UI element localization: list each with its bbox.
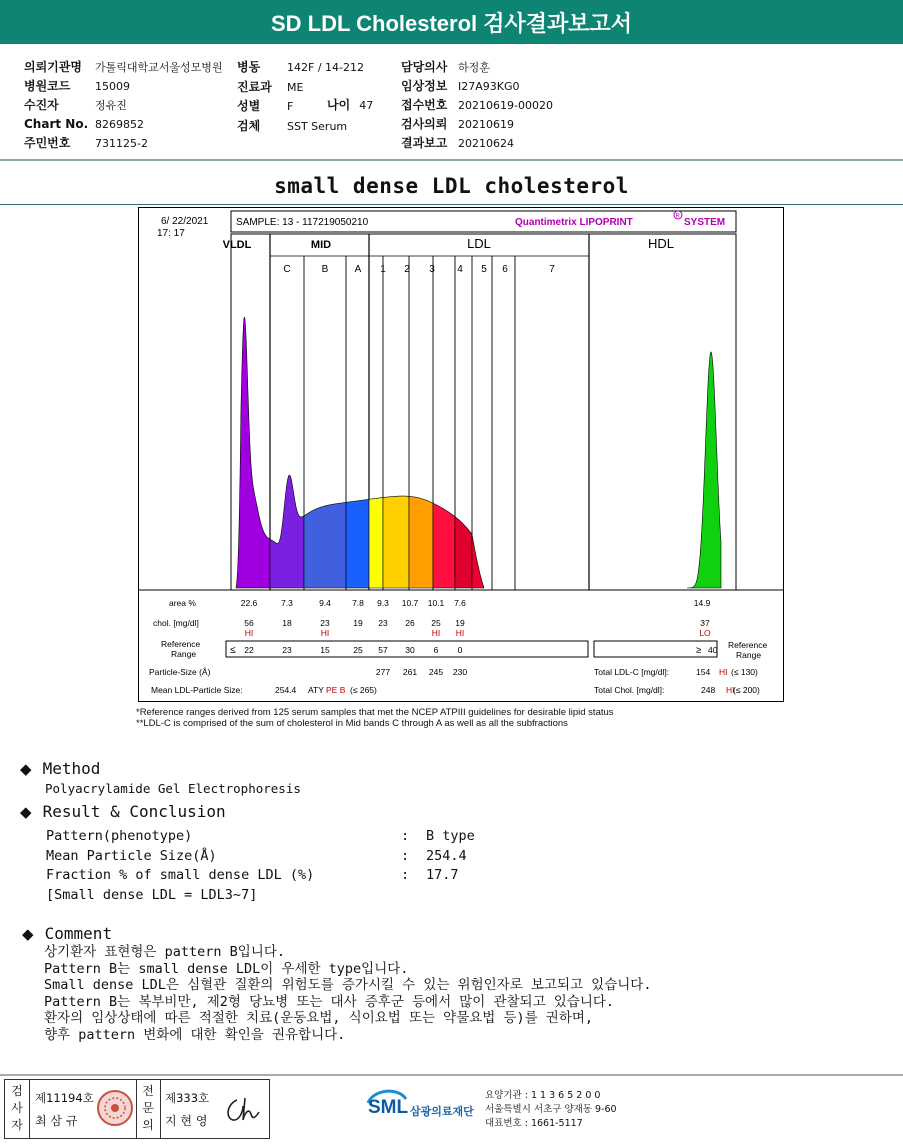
result-sep: : — [401, 847, 410, 864]
header-field-label: 수진자 — [24, 98, 59, 112]
result-value: 254.4 — [426, 847, 467, 864]
header-field-value: 731125-2 — [95, 137, 148, 150]
header-field-value: SST Serum — [287, 119, 348, 133]
header-field-value: 정유진 — [95, 99, 127, 112]
chart-date: 6/ 22/2021 — [161, 216, 209, 227]
mean-type-b: PE B — [326, 685, 346, 695]
area-cell: 10.7 — [401, 598, 419, 608]
header-field-value: 20210619-00020 — [458, 99, 553, 112]
peak-segment — [433, 503, 455, 588]
ref-cell: 57 — [378, 645, 388, 655]
brand-name: Quantimetrix LIPOPRINT — [515, 217, 633, 228]
subband-label: 3 — [429, 264, 435, 275]
area-cell: 22.6 — [240, 598, 258, 608]
lab-info-code: 요양기관 : 1 1 3 6 5 2 0 0 — [485, 1090, 601, 1101]
method-heading: Method — [42, 759, 101, 778]
total-ldl-label: Total LDL-C [mg/dl]: — [594, 667, 670, 677]
sample-id: SAMPLE: 13 - 117219050210 — [236, 217, 369, 228]
header-field-row — [24, 94, 127, 113]
header-field-row — [237, 115, 347, 134]
ref-le-symbol: ≤ — [230, 645, 236, 656]
comment-heading: Comment — [44, 924, 113, 943]
mean-ref: (≤ 265) — [350, 685, 377, 695]
header-field-row — [401, 113, 514, 132]
flag-cell: HI — [244, 628, 254, 638]
band-group-hdl: HDL — [647, 236, 675, 251]
area-cell: 10.1 — [427, 598, 445, 608]
result-sep: : — [401, 867, 410, 883]
area-cell: 9.4 — [319, 598, 331, 608]
row-label-ref2: Range — [171, 649, 197, 659]
row-label-chol: chol. [mg/dl] — [153, 618, 199, 628]
ref-cell: 23 — [282, 645, 292, 655]
signature-icon — [223, 1094, 263, 1126]
diamond-bullet-icon: ◆ — [22, 925, 34, 943]
inspector-name: 최 삼 규 — [35, 1114, 78, 1128]
header-field-row — [237, 76, 303, 95]
header-field-label: 주민번호 — [24, 136, 71, 150]
header-field-label: 의뢰기관명 — [24, 60, 82, 74]
particle-size-cell: 277 — [375, 667, 391, 677]
header-field-label: 임상정보 — [401, 79, 448, 93]
header-field-value: F — [287, 100, 294, 113]
chol-cell: 19 — [353, 618, 363, 628]
chol-cell: 56 — [244, 618, 254, 628]
area-cell: 9.3 — [377, 598, 389, 608]
area-cell: 7.8 — [352, 598, 364, 608]
header-field-label: 담당의사 — [401, 60, 448, 74]
header-field-row — [237, 56, 364, 75]
header-field-row — [24, 113, 144, 132]
result-label: Mean Particle Size(Å) — [46, 847, 217, 864]
result-heading-row — [20, 802, 226, 821]
method-heading-row — [20, 759, 100, 778]
band-group-vldl: VLDL — [222, 239, 252, 251]
header-field-row — [401, 56, 490, 75]
chol-cell: 19 — [455, 618, 465, 628]
flag-cell: HI — [320, 628, 330, 638]
header-field-value: 20210619 — [458, 118, 514, 131]
total-ldl-value: 154 — [696, 667, 711, 677]
subband-label: 5 — [481, 264, 487, 275]
header-field-row — [24, 75, 130, 94]
area-cell: 7.3 — [281, 598, 293, 608]
ref-cell: 22 — [244, 645, 254, 655]
subband-label: 6 — [502, 264, 508, 275]
brand-suffix: SYSTEM — [684, 217, 726, 228]
header-field-label: 접수번호 — [401, 98, 448, 112]
lab-info-address: 서울특별시 서초구 양재동 9-60 — [485, 1104, 617, 1115]
comment-line: 환자의 임상상태에 따른 적절한 치료(운동요법, 식이요법 또는 약물요법 등)를 권하며, — [44, 1010, 594, 1027]
header-field-row — [401, 132, 514, 151]
subband-label: 4 — [457, 264, 463, 275]
peak-segment — [304, 502, 346, 588]
comment-line: 향후 pattern 변화에 대한 확인을 권유합니다. — [44, 1027, 346, 1043]
total-chol-ref: (≤ 200) — [733, 685, 760, 695]
header-field-label: 검체 — [237, 118, 261, 133]
particle-size-cell: 261 — [402, 667, 418, 677]
chol-cell: 25 — [431, 618, 441, 628]
header-field-value: 15009 — [95, 80, 130, 93]
inspector-label: 검사자 — [11, 1084, 23, 1132]
header-field-row — [237, 95, 293, 114]
row-label-particle-size: Particle-Size (Å) — [149, 667, 211, 677]
header-field-label: 결과보고 — [401, 136, 448, 150]
result-sep: : — [401, 828, 410, 844]
footnote-2: **LDL-C is comprised of the sum of cholesterol in Mid bands C through A as well as all the subfractions — [136, 718, 568, 729]
band-group-ldl: LDL — [467, 236, 491, 251]
hdl-area: 14.9 — [693, 598, 711, 608]
sml-org-name: 삼광의료재단 — [410, 1105, 474, 1118]
result-label: Fraction % of small dense LDL (%) — [46, 867, 315, 883]
total-chol-label: Total Chol. [mg/dl]: — [594, 685, 665, 695]
particle-size-cell: 230 — [452, 667, 468, 677]
footer-divider — [0, 1074, 903, 1076]
peak-segment — [409, 496, 433, 588]
mean-type-a: ATY — [308, 685, 324, 695]
lab-info — [485, 1089, 617, 1131]
header-field-row — [24, 56, 223, 75]
ref-cell: 25 — [353, 645, 363, 655]
peak-segment — [346, 499, 369, 588]
row-label-mean-size: Mean LDL-Particle Size: — [151, 685, 243, 695]
row-label-ref1: Reference — [161, 639, 201, 649]
total-ldl-flag: HI — [719, 667, 728, 677]
ref-cell: 6 — [433, 645, 439, 655]
header-field-label: 병원코드 — [24, 79, 71, 93]
flag-cell: HI — [431, 628, 441, 638]
header-field-row — [401, 75, 520, 94]
comment-line: 상기환자 표현형은 pattern B입니다. — [44, 944, 285, 960]
official-seal-icon — [95, 1088, 135, 1128]
chol-cell: 18 — [282, 618, 292, 628]
hdl-flag: LO — [699, 628, 711, 638]
lipoprint-chart — [138, 207, 784, 702]
header-field-value: 하정훈 — [458, 61, 490, 74]
result-table — [149, 598, 767, 695]
diamond-bullet-icon: ◆ — [20, 760, 32, 778]
ref-right-label2: Range — [736, 650, 762, 660]
ref-cell: 0 — [457, 645, 463, 655]
header-field-value: 20210624 — [458, 137, 514, 150]
peak-segment — [369, 498, 383, 589]
subband-label: 2 — [404, 264, 410, 275]
lab-info-phone: 대표번호 : 1661-5117 — [485, 1118, 583, 1129]
specialist-label: 전문의 — [142, 1084, 154, 1132]
header-field-value: 142F / 14-212 — [287, 61, 364, 74]
registered-mark: R — [675, 213, 680, 220]
chart-time: 17: 17 — [157, 228, 185, 239]
report-title: SD LDL Cholesterol 검사결과보고서 — [0, 0, 903, 44]
header-info — [0, 50, 903, 158]
subband-label: 7 — [549, 264, 555, 275]
diamond-bullet-icon: ◆ — [20, 803, 32, 821]
header-field-value: 8269852 — [95, 118, 144, 131]
chol-cell: 23 — [320, 618, 330, 628]
ref-right-label1: Reference — [728, 640, 768, 650]
result-note: [Small dense LDL = LDL3~7] — [46, 887, 258, 903]
header-field-value: ME — [287, 80, 304, 94]
peak-segment — [270, 475, 304, 588]
header-field-row — [24, 132, 148, 151]
section-divider — [0, 204, 903, 205]
method-text: Polyacrylamide Gel Electrophoresis — [45, 781, 301, 796]
result-value: 17.7 — [426, 867, 459, 883]
header-field-label: 병동 — [237, 60, 261, 74]
subband-label: 1 — [380, 264, 386, 275]
band-group-mid: MID — [310, 239, 332, 251]
header-field-value: 가톨릭대학교서울성모병원 — [95, 61, 223, 74]
ref-cell: 15 — [320, 645, 330, 655]
comment-line: Small dense LDL은 심혈관 질환의 위험도를 증가시킬 수 있는 위험인자로 보고되고 있습니다. — [44, 977, 652, 994]
specialist-name: 지 현 영 — [165, 1114, 208, 1128]
result-value: B type — [426, 828, 475, 844]
chol-cell: 26 — [405, 618, 415, 628]
electrophoresis-peaks — [236, 317, 721, 588]
subband-label: B — [321, 264, 329, 275]
subband-label: A — [354, 264, 362, 275]
hdl-ref-value: 40 — [708, 645, 718, 655]
comment-line: Pattern B는 복부비만, 제2형 당뇨병 또는 대사 증후군 등에서 많이 관찰되고 있습니다. — [44, 993, 615, 1010]
peak-segment — [383, 496, 409, 588]
mean-size-value: 254.4 — [275, 685, 297, 695]
age-field — [327, 94, 373, 113]
header-field-label: 진료과 — [237, 79, 272, 94]
peak-segment — [472, 534, 484, 588]
peak-segment — [455, 517, 472, 588]
hdl-peak — [687, 352, 721, 588]
particle-size-cell: 245 — [428, 667, 444, 677]
age-value: 47 — [359, 99, 374, 112]
sml-logo-text: SML — [368, 1097, 409, 1118]
total-ldl-ref: (≤ 130) — [731, 667, 758, 677]
header-divider — [0, 159, 903, 161]
band-labels — [223, 236, 674, 275]
specialist-license: 제333호 — [165, 1091, 210, 1105]
total-chol-flag: HI — [726, 685, 735, 695]
header-field-label: 성별 — [237, 99, 261, 113]
header-field-label: Chart No. — [24, 117, 89, 131]
age-label: 나이 — [327, 98, 351, 112]
result-heading: Result & Conclusion — [42, 802, 226, 821]
header-field-row — [401, 94, 553, 113]
lipoprint-chart-svg — [139, 208, 783, 701]
signature-box — [4, 1079, 270, 1139]
flag-cell: HI — [455, 628, 465, 638]
section-title: small dense LDL cholesterol — [274, 174, 629, 198]
inspector-license: 제11194호 — [35, 1091, 94, 1105]
comment-heading-row — [22, 924, 112, 943]
result-label: Pattern(phenotype) — [46, 828, 193, 844]
footnote-1: *Reference ranges derived from 125 serum samples that met the NCEP ATPIII guidelines for desirable lipid status — [136, 707, 614, 718]
chol-cell: 23 — [378, 618, 388, 628]
header-field-label: 검사의뢰 — [401, 117, 448, 131]
hdl-chol: 37 — [700, 618, 710, 628]
subband-label: C — [283, 264, 291, 275]
area-cell: 7.6 — [454, 598, 466, 608]
row-label-area: area % — [169, 598, 196, 608]
hdl-ref-ge: ≥ — [696, 645, 702, 656]
peak-segment — [236, 317, 270, 588]
header-field-value: I27A93KG0 — [458, 80, 520, 93]
comment-line: Pattern B는 small dense LDL이 우세한 type입니다. — [44, 960, 409, 977]
total-chol-value: 248 — [701, 685, 716, 695]
ref-cell: 30 — [405, 645, 415, 655]
